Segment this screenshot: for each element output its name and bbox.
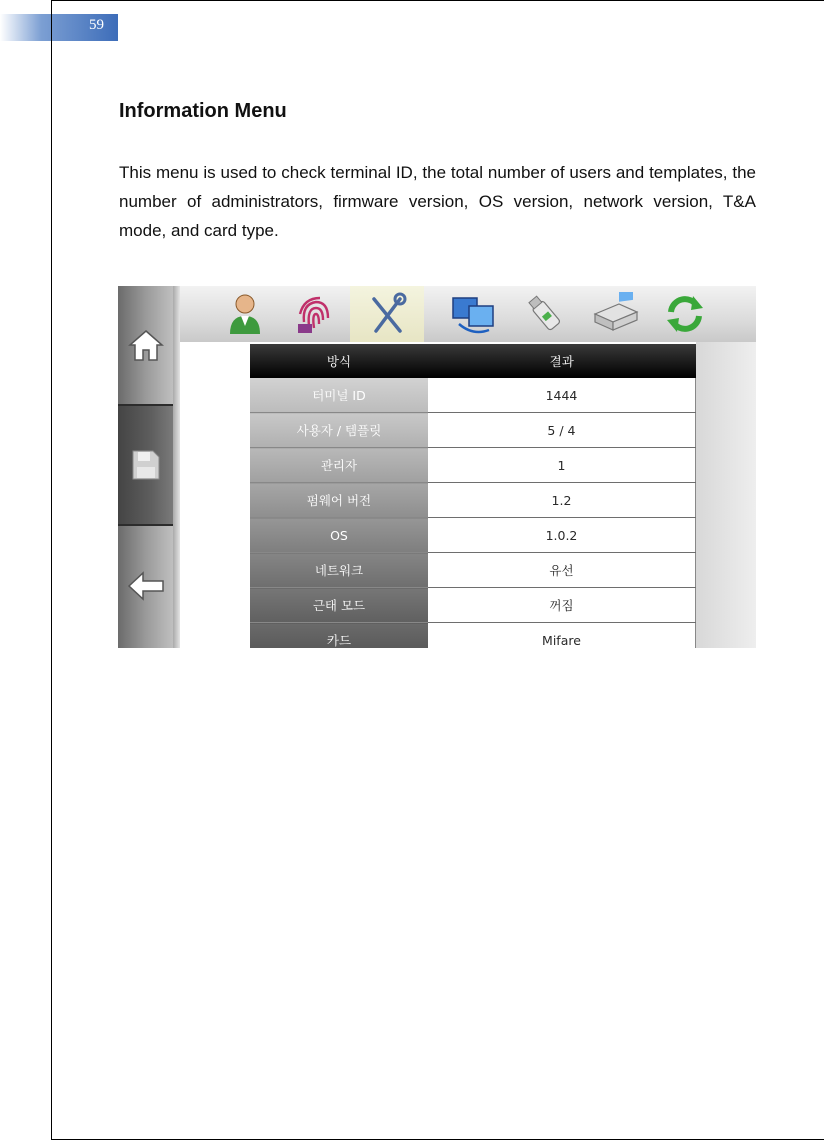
- home-icon: [128, 327, 164, 363]
- table-row: [250, 623, 696, 649]
- table-header-row: [250, 344, 696, 378]
- table-row: [250, 588, 696, 623]
- network-menu-button[interactable]: [438, 286, 508, 342]
- tools-icon: [366, 291, 408, 337]
- save-icon: [131, 449, 161, 481]
- top-toolbar: [180, 286, 756, 342]
- fingerprint-menu-button[interactable]: [280, 286, 350, 342]
- usb-icon: [525, 292, 565, 336]
- row-label: OS: [250, 518, 428, 553]
- table-row: [250, 553, 696, 588]
- back-button[interactable]: [118, 524, 173, 648]
- network-monitor-icon: [449, 292, 497, 336]
- refresh-button[interactable]: [650, 286, 720, 342]
- row-label: 터미널 ID: [250, 378, 428, 413]
- save-button[interactable]: [118, 404, 173, 526]
- refresh-icon: [663, 292, 707, 336]
- row-value: Mifare: [428, 623, 696, 649]
- row-value: 1.0.2: [428, 518, 696, 553]
- row-value: 1.2: [428, 483, 696, 518]
- table-row: [250, 378, 696, 413]
- table-row: [250, 413, 696, 448]
- user-icon: [224, 292, 266, 336]
- side-panel: [118, 286, 180, 648]
- table-row: [250, 483, 696, 518]
- user-menu-button[interactable]: [210, 286, 280, 342]
- row-label: 카드: [250, 623, 428, 649]
- row-value: 1444: [428, 378, 696, 413]
- row-value: 1: [428, 448, 696, 483]
- home-button[interactable]: [118, 286, 173, 404]
- scroll-track: [696, 342, 756, 648]
- table-row: [250, 518, 696, 553]
- printer-menu-button[interactable]: [580, 286, 650, 342]
- row-label: 근태 모드: [250, 588, 428, 623]
- side-divider: [173, 286, 180, 648]
- row-value: 꺼짐: [428, 588, 696, 623]
- table-row: [250, 448, 696, 483]
- page-number: 59: [89, 17, 104, 33]
- section-title: Information Menu: [119, 100, 287, 122]
- section-description: This menu is used to check terminal ID, the total number of users and templates, the number of administrators, firmware version, OS version, network version, T&A mode, and card type.: [119, 163, 756, 240]
- row-label: 펌웨어 버전: [250, 483, 428, 518]
- row-label: 사용자 / 템플릿: [250, 413, 428, 448]
- printer-icon: [589, 292, 641, 336]
- row-value: 5 / 4: [428, 413, 696, 448]
- row-label: 네트워크: [250, 553, 428, 588]
- information-table: [250, 344, 696, 648]
- terminal-screenshot: [118, 286, 756, 648]
- back-arrow-icon: [127, 570, 165, 602]
- settings-menu-button[interactable]: [350, 286, 424, 342]
- fingerprint-icon: [294, 292, 336, 336]
- usb-menu-button[interactable]: [510, 286, 580, 342]
- row-value: 유선: [428, 553, 696, 588]
- header-result: 결과: [428, 344, 696, 378]
- header-method: 방식: [250, 344, 428, 378]
- row-label: 관리자: [250, 448, 428, 483]
